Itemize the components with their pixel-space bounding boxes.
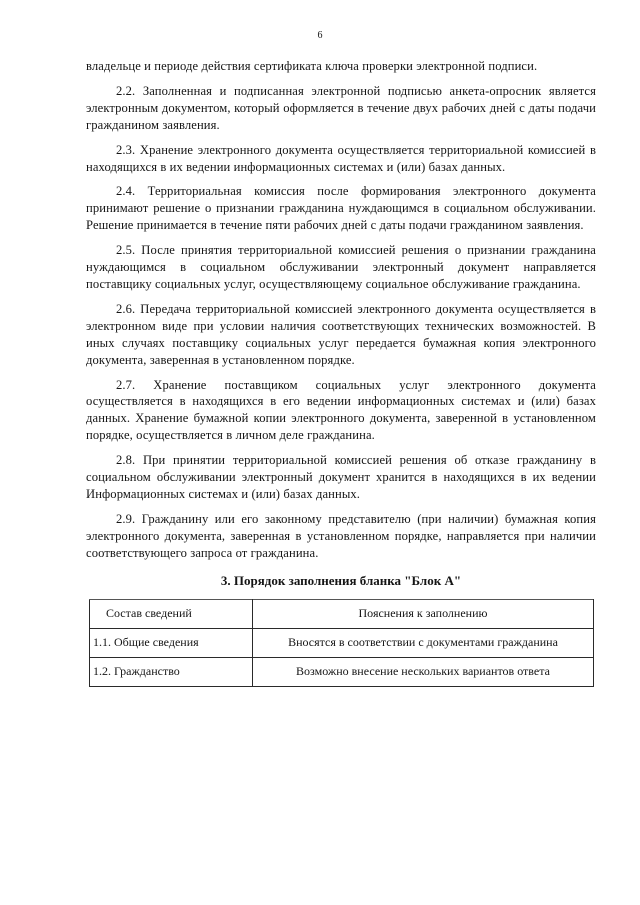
table-row bbox=[90, 657, 594, 686]
paragraph-2-7: 2.7. Хранение поставщиком социальных услуг электронного документа осуществляется в находящихся в его ведении информационных системах и (или) базах данных. Хранение бумажной копии электронного документа, заверенной в установленном порядке, осуществляется в личном деле гражданина. bbox=[86, 377, 596, 443]
page-number: 6 bbox=[317, 30, 323, 41]
table-header-row bbox=[90, 599, 594, 628]
paragraph-2-2: 2.2. Заполненная и подписанная электронной подписью анкета-опросник является электронным документом, который оформляется в течение двух рабочих дней с даты подачи гражданином заявления. bbox=[86, 83, 596, 132]
table-header-cell: Пояснения к заполнению bbox=[253, 599, 594, 628]
paragraph-2-3: 2.3. Хранение электронного документа осуществляется территориальной комиссией в находящихся в их ведении информационных системах и (или) базах данных. bbox=[86, 142, 596, 174]
table-cell: Вносятся в соответствии с документами гражданина bbox=[253, 628, 594, 657]
paragraph-continuation: владельце и периоде действия сертификата ключа проверки электронной подписи. bbox=[86, 59, 538, 73]
paragraph-2-5: 2.5. После принятия территориальной комиссией решения о признании гражданина нуждающимся в социальном обслуживании электронный документ направляется поставщику социальных услуг, осуществляющему социальное обслуживание гражданина. bbox=[86, 243, 596, 291]
form-table bbox=[89, 599, 594, 687]
paragraph-2-6: 2.6. Передача территориальной комиссией электронного документа осуществляется в электронном виде при условии наличия соответствующих технических возможностей. В иных случаях поставщику социальных услуг передается бумажная копия электронного документа, заверенная в установленном порядке. bbox=[86, 301, 596, 367]
table-cell: 1.1. Общие сведения bbox=[90, 628, 253, 657]
table-cell: Возможно внесение нескольких вариантов ответа bbox=[253, 657, 594, 686]
document-body bbox=[86, 58, 596, 687]
paragraph-2-4: 2.4. Территориальная комиссия после формирования электронного документа принимают решение о признании гражданина нуждающимся в социальном обслуживании. Решение принимается в течение пяти рабочих дней с даты подачи гражданином заявления. bbox=[86, 184, 596, 233]
table-row bbox=[90, 628, 594, 657]
paragraph-2-8: 2.8. При принятии территориальной комиссией решения об отказе гражданину в социальном обслуживании электронный документ хранится в находящихся в их ведении Информационных системах и (или) базах данных. bbox=[86, 453, 596, 501]
table-header-cell: Состав сведений bbox=[90, 599, 253, 628]
section-title: 3. Порядок заполнения бланка "Блок А" bbox=[220, 572, 462, 588]
table-cell: 1.2. Гражданство bbox=[90, 657, 253, 686]
paragraph-2-9: 2.9. Гражданину или его законному представителю (при наличии) бумажная копия электронного документа, заверенная в установленном порядке, направляется при наличии соответствующего запроса от гражданина. bbox=[86, 511, 596, 560]
